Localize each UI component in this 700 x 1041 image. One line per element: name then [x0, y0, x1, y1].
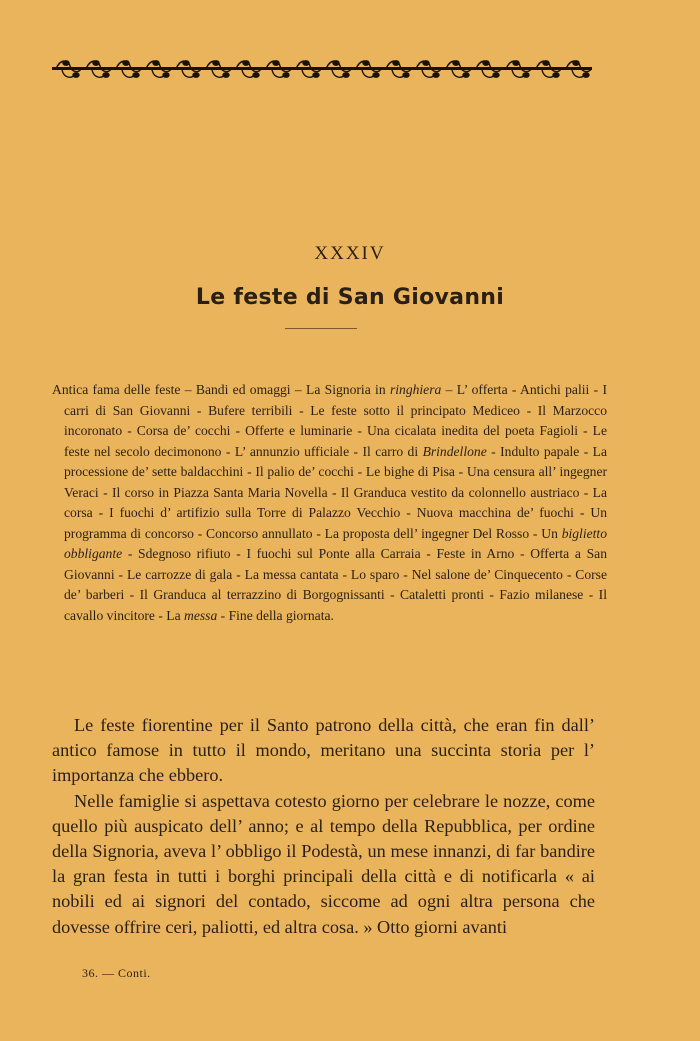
summary-text: - Indulto papale - La processione de’ sette baldacchini - Il palio de’ cocchi - Le bighe di Pisa - Una censura all’ ingegner Veraci - Il corso in Piazza Santa Maria Novella - Il Granduca vestito da colonnello austriaco - La corsa - I fuochi d’ artifizio sulla Torre di Palazzo Vecchio - Nuova macchina de’ fuochi - Un programma di concorso - Concorso annullato - La proposta dell’ ingegner Del Rosso - Un [64, 443, 607, 541]
summary-italic-term: messa [184, 607, 218, 623]
summary-text: Antica fama delle feste – Bandi ed omaggi – La Signoria in [52, 382, 390, 397]
printer-signature: 36. — Conti. [82, 966, 151, 980]
summary-italic-term: Brindellone [422, 443, 487, 459]
title-divider [285, 328, 357, 329]
chapter-summary [52, 380, 607, 626]
summary-text: - Fine della giornata. [217, 607, 334, 623]
body-paragraph: Le feste fiorentine per il Santo patrono della città, che eran fin dall’ antico famose in tutto il mondo, meritano una succinta storia per l’ importanza che ebbero. [52, 715, 595, 786]
summary-italic-term: biglietto obbligante [64, 525, 607, 561]
summary-italic-term: ringhiera [389, 382, 442, 397]
chapter-number: XXXIV [314, 243, 386, 264]
body-paragraph: Nelle famiglie si aspettava cotesto giorno per celebrare le nozze, come quello più auspicato dell’ anno; e al tempo della Repubblica, per ordine della Signoria, aveva l’ obbligo il Podestà, un mese innanzi, di far bandire la gran festa in tutti i borghi principali della città e di notificarla « ai nobili ed ai signori del contado, siccome ad ogni altra persona che dovesse offrire ceri, paliotti, ed altra cosa. » Otto giorni avanti [52, 790, 595, 937]
summary-text: – L’ offerta - Antichi palii - I carri di San Giovanni - Bufere terribili - Le feste sotto il principato Mediceo - Il Marzocco incoronato - Corsa de’ cocchi - Offerte e luminarie - Una cicalata inedita del poeta Fagioli - Le feste nel secolo decimonono - L’ annunzio ufficiale - Il carro di [64, 382, 607, 459]
ornamental-header-band [52, 56, 592, 82]
body-text [52, 713, 595, 940]
summary-text: - Sdegnoso rifiuto - I fuochi sul Ponte alla Carraia - Feste in Arno - Offerta a San Giovanni - Le carrozze di gala - La messa cantata - Lo sparo - Nel salone de’ Cinquecento - Corse de’ barberi - Il Granduca al terrazzino di Borgognissanti - Cataletti pronti - Fazio milanese - Il cavallo vincitore - La [64, 546, 607, 623]
chapter-title: Le feste di San Giovanni [195, 285, 505, 310]
